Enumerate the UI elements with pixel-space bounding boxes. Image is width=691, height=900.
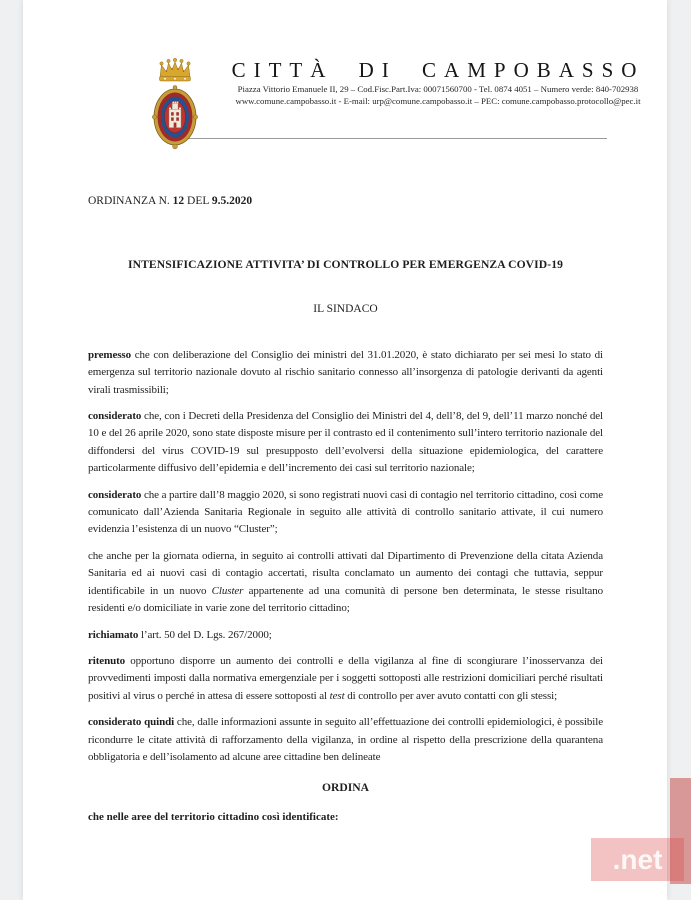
city-title: CITTÀ DI CAMPOBASSO [231,58,645,82]
paragraph-richiamato [88,627,603,644]
crown-icon [160,58,191,81]
letterhead-text [208,0,667,108]
ordinance-number: 12 [172,194,185,207]
paragraph-italic: Cluster [211,584,244,597]
header-divider [170,138,607,139]
paragraph-text: che a partire dall’8 maggio 2020, si sono registrati nuovi casi di contagio nel territorio cittadino, così come comunicato dall’Azienda Sanitaria Regionale in seguito alle attività di controllo sanitario attivate, il cui numero evidenzia l’esistenza di un nuovo “Cluster”; [88,488,603,536]
paragraph-text: appartenente ad una comunità di persone ben determinata, le stesse risultano residenti e/o domiciliate in varie zone del territorio cittadino; [88,584,603,615]
document-content [23,0,667,823]
campobasso-coat-of-arms-icon [148,57,202,153]
paragraph-lead: considerato [88,410,142,423]
contacts-line: www.comune.campobasso.it - E-mail: urp@comune.campobasso.it – PEC: comune.campobasso.protocollo@pec.it [235,96,641,107]
paragraph-text: che, con i Decreti della Presidenza del Consiglio dei Ministri del 4, dell’8, del 9, dell’11 marzo nonché del 10 e del 26 aprile 2020, sono state disposte misure per il contrasto ed il contenimento sull’intero territorio nazionale del diffondersi del virus COVID-19 sul presupposto dell’evolversi della situazione epidemiologica, del carattere particolarmente diffusivo dell’epidemia e dell’incremento dei casi sul territorio nazionale; [88,410,603,475]
paragraph-giornata-odierna [88,548,603,618]
document-title: INTENSIFICAZIONE ATTIVITA’ DI CONTROLLO PER EMERGENZA COVID-19 [127,257,563,271]
paragraph-lead: premesso [88,348,131,361]
paragraph-lead: considerato quindi [88,716,175,729]
ordinance-del: DEL [184,194,212,207]
document-page [23,0,667,900]
paragraph-text: che anche per la giornata odierna, in seguito ai controlli attivati dal Dipartimento di Prevenzione della citata Azienda Sanitaria ed ai nuovi casi di contagio accertati, risulta conclamato un aumento dei contagi che tuttavia, seppur identificabile in un nuovo [88,549,603,597]
address-line: Piazza Vittorio Emanuele II, 29 – Cod.Fisc.Part.Iva: 00071560700 - Tel. 0874 4051 – Numero verde: 840-702938 [237,84,639,94]
net-watermark-label: .net [612,843,663,875]
ordinance-label: ORDINANZA N. [88,194,173,207]
paragraph-italic: test [329,689,345,702]
ordinance-number-line [88,195,603,207]
paragraph-lead: richiamato [88,628,139,641]
net-watermark-badge [591,838,684,881]
issuer-line: IL SINDACO [313,302,378,315]
letterhead [88,0,645,139]
paragraph-ritenuto [88,653,603,705]
paragraph-text: che con deliberazione del Consiglio dei ministri del 31.01.2020, è stato dichiarato per sei mesi lo stato di emergenza sul territorio nazionale dovuto al rischio sanitario connesso all’insorgenza di patologie derivanti da agenti virali trasmissibili; [88,348,603,396]
paragraph-text: l’art. 50 del D. Lgs. 267/2000; [138,628,272,641]
ordinance-date: 9.5.2020 [211,194,253,207]
closing-line: che nelle aree del territorio cittadino così identificate: [88,811,339,824]
paragraph-considerato-quindi [88,714,603,766]
paragraph-text: che, dalle informazioni assunte in seguito all’effettuazione dei controlli epidemiologici, è possibile ricondurre le citate attività di rafforzamento della vigilanza, in ordine al rispetto della prescrizione della quarantena obbligatoria e dell’isolamento ad alcune aree cittadine ben delineate [88,716,603,763]
paragraph-text: di controllo per aver avuto contatti con gli stessi; [344,689,558,702]
paragraph-lead: ritenuto [88,654,126,667]
ordina-heading: ORDINA [321,781,370,795]
paragraph-considerato-contagi [88,487,603,539]
paragraph-premesso [88,347,603,399]
paragraph-lead: considerato [88,488,142,501]
paragraph-text: opportuno disporre un aumento dei controlli e della vigilanza al fine di scongiurare l’inosservanza dei provvedimenti imposti dalla normativa emergenziale per i soggetti sottoposti alle restrizioni domiciliari perché risultati positivi al virus o perché in attesa di essere sottoposti al [88,654,603,702]
paragraph-considerato-dpcm [88,408,603,478]
